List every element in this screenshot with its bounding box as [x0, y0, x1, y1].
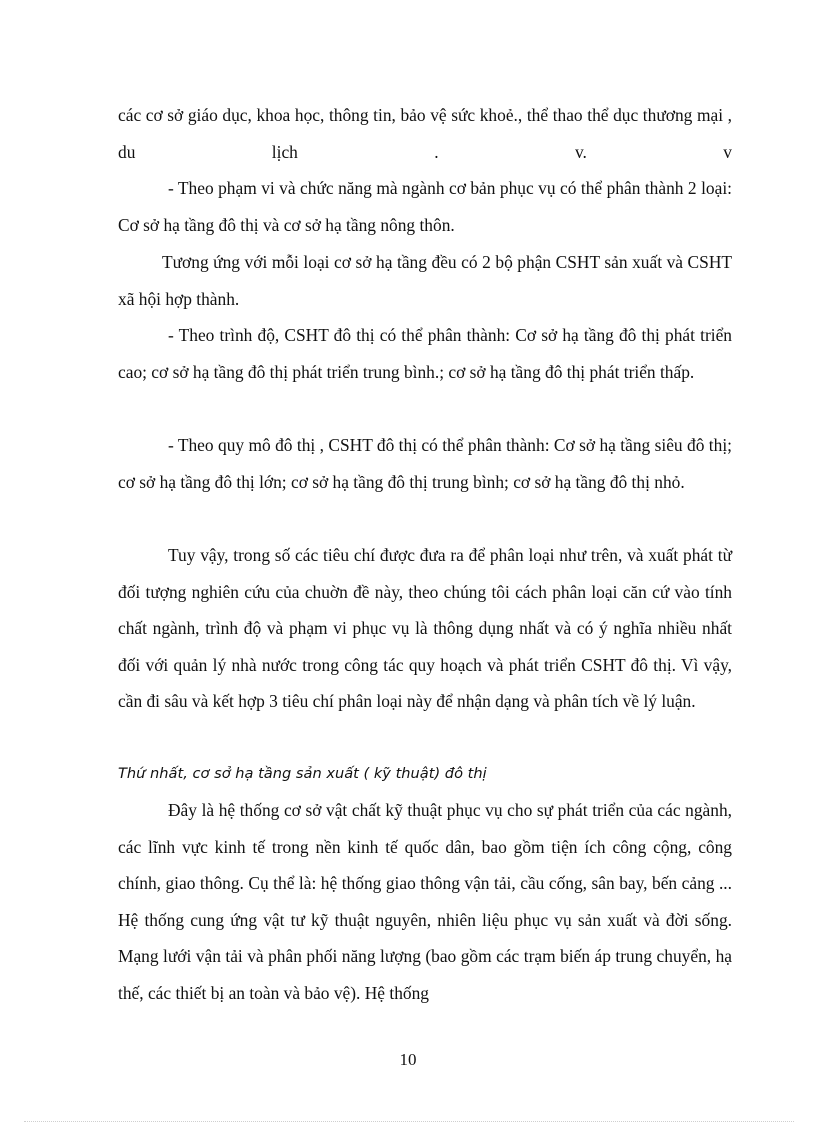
paragraph-size-classification: - Theo quy mô đô thị , CSHT đô thị có thể phân thành: Cơ sở hạ tầng siêu đô thị; cơ sở hạ tầng đô thị lớn; cơ sở hạ tầng đô thị trung bình; cơ sở hạ tầng đô thị nhỏ.	[118, 435, 732, 492]
paragraph-scope-classification: - Theo phạm vi và chức năng mà ngành cơ bản phục vụ có thể phân thành 2 loại: Cơ sở hạ tầng đô thị và cơ sở hạ tầng nông thôn.	[118, 178, 732, 235]
paragraph-conclusion: Tuy vậy, trong số các tiêu chí được đưa ra để phân loại như trên, và xuất phát từ đối tượng nghiên cứu của chuờn đề này, theo chúng tôi cách phân loại căn cứ vào tính chất ngành, trình độ và phạm vi phục vụ là thông dụng nhất và có ý nghĩa nhiều nhất đối với quản lý nhà nước trong công tác quy hoạch và phát triển CSHT đô thị. Vì vậy, cần đi sâu và kết hợp 3 tiêu chí phân loại này để nhận dạng và phân tích về lý luận.	[118, 545, 732, 712]
paragraph-level-classification: - Theo trình độ, CSHT đô thị có thể phân thành: Cơ sở hạ tầng đô thị phát triển cao; cơ sở hạ tầng đô thị phát triển trung bình.; cơ sở hạ tầng đô thị phát triển thấp.	[118, 325, 732, 382]
paragraph-production-infrastructure: Đây là hệ thống cơ sở vật chất kỹ thuật phục vụ cho sự phát triển của các ngành, các lĩnh vực kinh tế trong nền kinh tế quốc dân, bao gồm tiện ích công cộng, công chính, giao thông. Cụ thể là: hệ thống giao thông vận tải, cầu cống, sân bay, bến cảng ... Hệ thống cung ứng vật tư kỹ thuật nguyên, nhiên liệu phục vụ sản xuất và đời sống. Mạng lưới vận tải và phân phối năng lượng (bao gồm các trạm biến áp trung chuyển, hạ thế, các thiết bị an toàn và bảo vệ). Hệ thống	[118, 800, 732, 1003]
paragraph-continuation: các cơ sở giáo dục, khoa học, thông tin, bảo vệ sức khoẻ., thể thao thể dục thương mại , du lịch . v. v	[118, 105, 732, 162]
section-heading: Thứ nhất, cơ sở hạ tầng sản xuất ( kỹ thuật) đô thị	[118, 765, 487, 782]
paragraph-correspondence: Tương ứng với mỗi loại cơ sở hạ tầng đều có 2 bộ phận CSHT sản xuất và CSHT xã hội hợp thành.	[118, 252, 732, 309]
page-bottom-rule	[24, 1121, 794, 1122]
page-number: 10	[399, 1050, 417, 1069]
